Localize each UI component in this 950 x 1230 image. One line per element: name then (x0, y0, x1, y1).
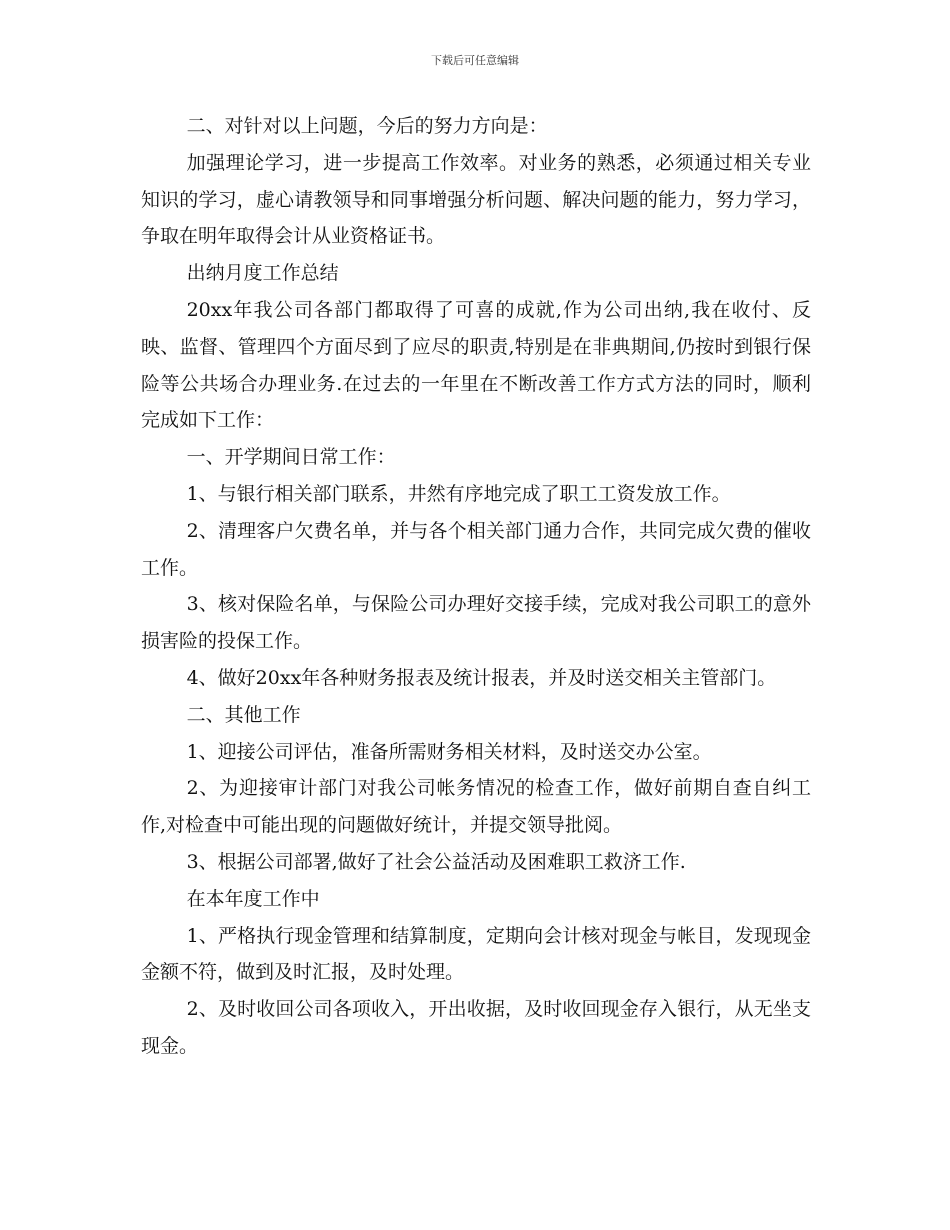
list-item: 2、及时收回公司各项收入，开出收据，及时收回现金存入银行，从无坐支现金。 (141, 998, 811, 1057)
list-item: 4、做好20xx年各种财务报表及统计报表，并及时送交相关主管部门。 (186, 666, 777, 689)
paragraph: 20xx年我公司各部门都取得了可喜的成就,作为公司出纳,我在收付、反映、监督、管理四个方面尽到了应尽的职责,特别是在非典期间,仍按时到银行保险等公共场合办理业务.在过去的一年里在不断改善工作方式方法的同时，顺利完成如下工作： (141, 298, 811, 432)
list-item: 2、清理客户欠费名单，并与各个相关部门通力合作，共同完成欠费的催收工作。 (141, 519, 811, 579)
section-heading: 出纳月度工作总结 (186, 262, 339, 285)
list-item: 1、严格执行现金管理和结算制度，定期向会计核对现金与帐目，发现现金金额不符，做到及时汇报，及时处理。 (141, 924, 811, 984)
section-heading: 二、其他工作 (186, 703, 301, 726)
paragraph: 二、对针对以上问题，今后的努力方向是： (186, 115, 548, 137)
list-item: 1、迎接公司评估，准备所需财务相关材料，及时送交办公室。 (186, 740, 712, 763)
paragraph: 加强理论学习，进一步提高工作效率。对业务的熟悉，必须通过相关专业知识的学习，虚心请教领导和同事增强分析问题、解决问题的能力，努力学习，争取在明年取得会计从业资格证书。 (141, 151, 811, 248)
section-heading: 一、开学期间日常工作： (186, 446, 396, 469)
list-item: 3、核对保险名单，与保险公司办理好交接手续，完成对我公司职工的意外损害险的投保工作。 (141, 593, 811, 653)
list-item: 1、与银行相关部门联系，井然有序地完成了职工工资发放工作。 (186, 482, 731, 505)
list-item: 2、为迎接审计部门对我公司帐务情况的检查工作，做好前期自查自纠工作,对检查中可能出现的问题做好统计，并提交领导批阅。 (141, 777, 811, 837)
section-heading: 在本年度工作中 (186, 887, 320, 910)
list-item: 3、根据公司部署,做好了社会公益活动及困难职工救济工作. (186, 850, 686, 873)
page-header-note: 下载后可任意编辑 (431, 54, 519, 67)
document-body (141, 108, 811, 1065)
